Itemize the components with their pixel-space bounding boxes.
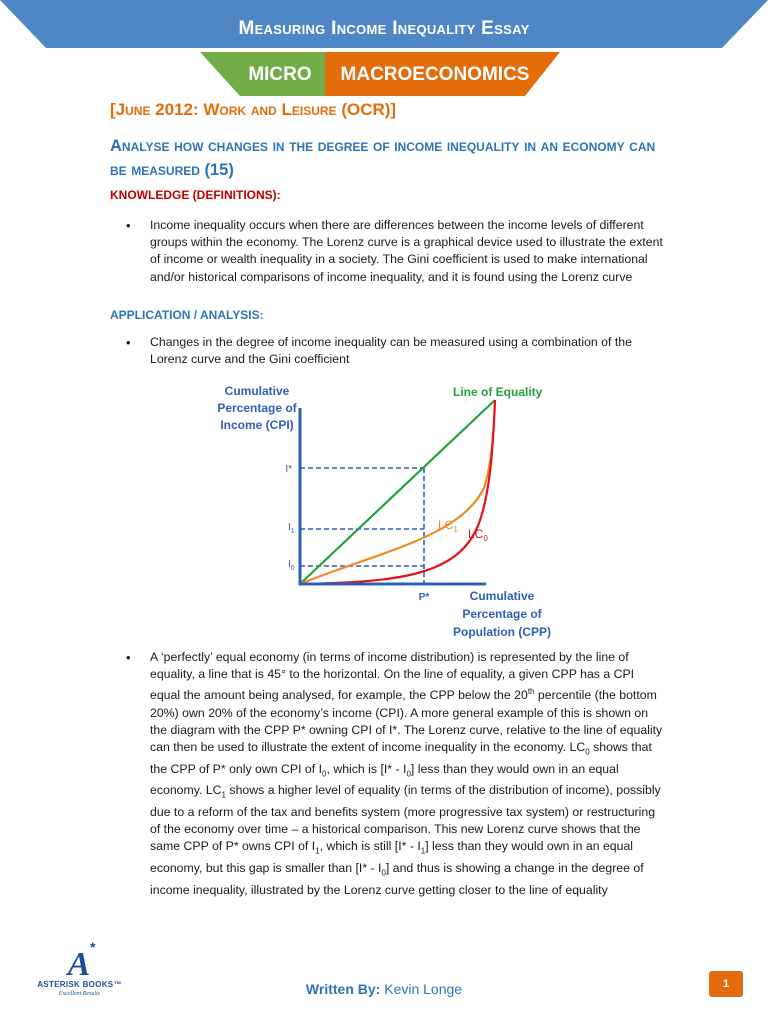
page-number-badge: 1 — [709, 971, 743, 997]
lorenz-curve-diagram — [200, 378, 570, 640]
asterisk-books-logo: A * ASTERISK BOOKS™ Excellent Results — [22, 938, 137, 1008]
lc1-label: $LC_1$ — [438, 518, 458, 534]
line-of-equality — [300, 400, 495, 584]
svg-text:A: A — [67, 946, 91, 982]
essay-question: Analyse how changes in the degree of income inequality in an economy can be measured (15) — [110, 137, 656, 179]
author-credit: Written By: Kevin Longe — [305, 981, 463, 997]
x-axis-label-line2: Percentage of — [462, 607, 542, 621]
y-axis-label-line2: Percentage of — [217, 401, 297, 415]
bullet-measurement: • Changes in the degree of income inequality can be measured using a combination of the Lorenz curve and the Gini coefficient — [150, 334, 665, 368]
application-heading: APPLICATION / ANALYSIS: — [110, 308, 264, 322]
tick-i1: $I_1$ — [288, 522, 295, 535]
bullet-explanation: • A ‘perfectly’ equal economy (in terms of income distribution) is represented by the line of equality, a line that is 45° to the horizontal. On the line of equality, a given CPP has a CPI equal the amount being analysed, for example, the CPP below the 20th percentile (the bottom 20%) own 20% of the economy’s income (CPI). A more general example of this is shown on the diagram with the CPP P* owning CPI of I*. The Lorenz curve, relative to the line of equality can then be used to illustrate the extent of income inequality in the economy. $LC_0$ shows that the CPP of P* only own CPI of $I_0$, which is $[I* - I_0]$ less than they would own in an equal economy. $LC_1$ shows a higher level of equality (in terms of the distribution of income), possibly due to a reform of the tax and benefits system (more progressive tax system) or restructuring of the economy over time – a historical comparison. This new Lorenz curve shows that the same CPP of P* owns CPI of $I_1$, which is still $[I* - I_1]$ less than they would own in an equal economy, but this gap is smaller than $[I* - I_0]$ and thus is showing a change in the degree of income inequality, illustrated by the Lorenz curve getting closer to the line of equality — [150, 649, 665, 899]
document-title: Measuring Income Inequality Essay — [238, 18, 530, 39]
bullet-definitions: • Income inequality occurs when there are differences between the income levels of different groups within the economy. The Lorenz curve is a graphical device used to illustrate the extent of income or wealth inequality in a society. The Gini coefficient is used to make international and/or historical comparisons of income inequality, and it is found using the Lorenz curve — [150, 217, 665, 286]
logo-icon — [22, 938, 137, 982]
lc0-label: $LC_0$ — [468, 527, 488, 543]
x-axis-label-line1: Cumulative — [469, 589, 535, 603]
knowledge-heading: KNOWLEDGE (DEFINITIONS): — [110, 188, 281, 202]
y-axis-label-line1: Cumulative — [224, 384, 290, 398]
tick-p-star: P* — [418, 592, 430, 603]
tick-i-star: I* — [285, 464, 292, 475]
tab-macroeconomics: MACROECONOMICS — [340, 64, 530, 85]
x-axis-label-line3: Population (CPP) — [453, 625, 551, 639]
svg-text:*: * — [90, 939, 96, 955]
exam-reference: [June 2012: Work and Leisure (OCR)] — [110, 100, 397, 119]
line-of-equality-label: Line of Equality — [453, 385, 543, 399]
banner-graphic — [0, 0, 768, 110]
y-axis-label-line3: Income (CPI) — [220, 418, 294, 432]
tab-micro: MICRO — [248, 64, 312, 85]
header-banner — [0, 0, 768, 110]
tick-i0: $I_0$ — [288, 559, 295, 572]
